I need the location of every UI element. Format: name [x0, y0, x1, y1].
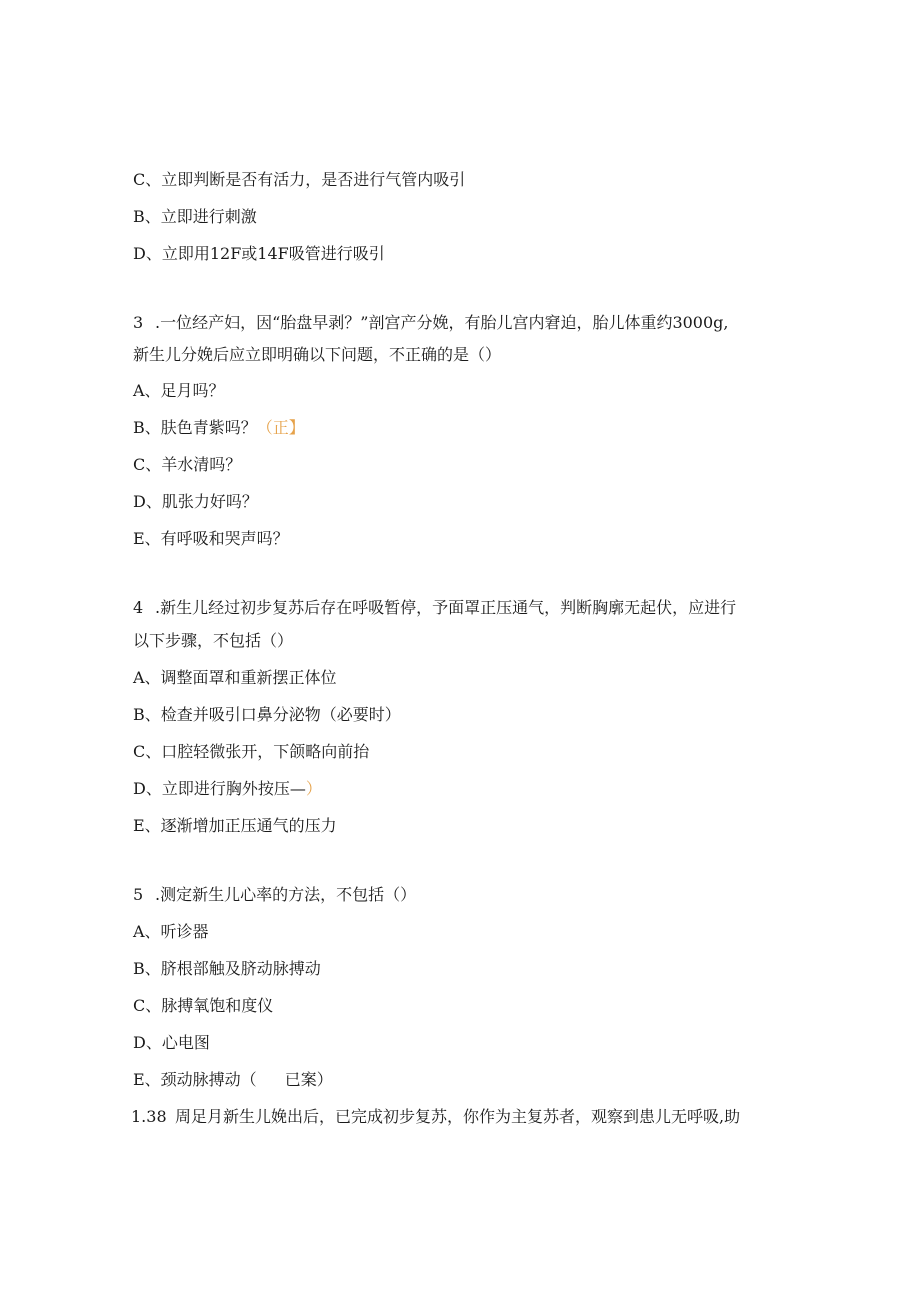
question-4-option-d: D、立即进行胸外按压— [133, 779, 306, 798]
question-4-line-1 [133, 598, 736, 618]
question-6-text-1: 周足月新生儿娩出后，已完成初步复苏，你作为主复苏者，观察到患儿无呼吸,助 [175, 1107, 741, 1126]
question-5-option-b: B、脐根部触及脐动脉搏动 [133, 959, 321, 978]
question-5-option-d: D、心电图 [133, 1033, 210, 1052]
question-5-option-e: E、颈动脉搏动（ [133, 1070, 257, 1089]
question-4-option-b: B、检查并吸引口鼻分泌物（必要时） [133, 705, 401, 724]
question-4-option-c: C、口腔轻微张开，下颌略向前抬 [133, 742, 370, 761]
question-3-line-2: 新生儿分娩后应立即明确以下问题，不正确的是（） [133, 345, 502, 364]
question-4-option-e: E、逐渐增加正压通气的压力 [133, 816, 337, 835]
question-4-option-d-line [133, 779, 322, 799]
question-5-number: 5 [133, 885, 144, 904]
answer-mark: （正】 [256, 418, 305, 437]
question-5-option-a: A、听诊器 [133, 922, 209, 941]
question-3-option-b: B、肤色青紫吗？ [133, 418, 257, 437]
question-4-text-1: .新生儿经过初步复苏后存在呼吸暂停，予面罩正压通气，判断胸廓无起伏，应进行 [155, 598, 737, 617]
question-5-line-1 [133, 885, 416, 905]
question-6-number: 1.38 [131, 1107, 167, 1126]
question-3-number: 3 [133, 313, 144, 332]
question-6-line-1 [131, 1107, 740, 1127]
question-3-option-d: D、肌张力好吗？ [133, 492, 258, 511]
answer-mark: ） [305, 779, 322, 798]
prev-option-c: C、立即判断是否有活力，是否进行气管内吸引 [133, 170, 466, 189]
prev-option-d: D、立即用12F或14F吸管进行吸引 [133, 244, 385, 263]
question-5-option-c: C、脉搏氧饱和度仪 [133, 996, 274, 1015]
question-3-option-e: E、有呼吸和哭声吗？ [133, 529, 289, 548]
question-3-option-a: A、足月吗？ [133, 381, 225, 400]
question-4-number: 4 [133, 598, 144, 617]
question-3-text-1: .一位经产妇，因“胎盘早剥？”剖宫产分娩，有胎儿宫内窘迫，胎儿体重约3000g, [155, 313, 729, 332]
question-3-line-1 [133, 313, 729, 333]
question-5-text-1: .测定新生儿心率的方法，不包括（） [155, 885, 417, 904]
prev-option-b: B、立即进行刺激 [133, 207, 257, 226]
question-3-option-b-line [133, 418, 305, 438]
question-5-answer-tail: 已案） [284, 1070, 333, 1089]
question-5-option-e-line [133, 1070, 333, 1090]
question-3-option-c: C、羊水清吗？ [133, 455, 242, 474]
question-4-line-2: 以下步骤，不包括（） [133, 631, 294, 650]
question-4-option-a: A、调整面罩和重新摆正体位 [133, 668, 337, 687]
